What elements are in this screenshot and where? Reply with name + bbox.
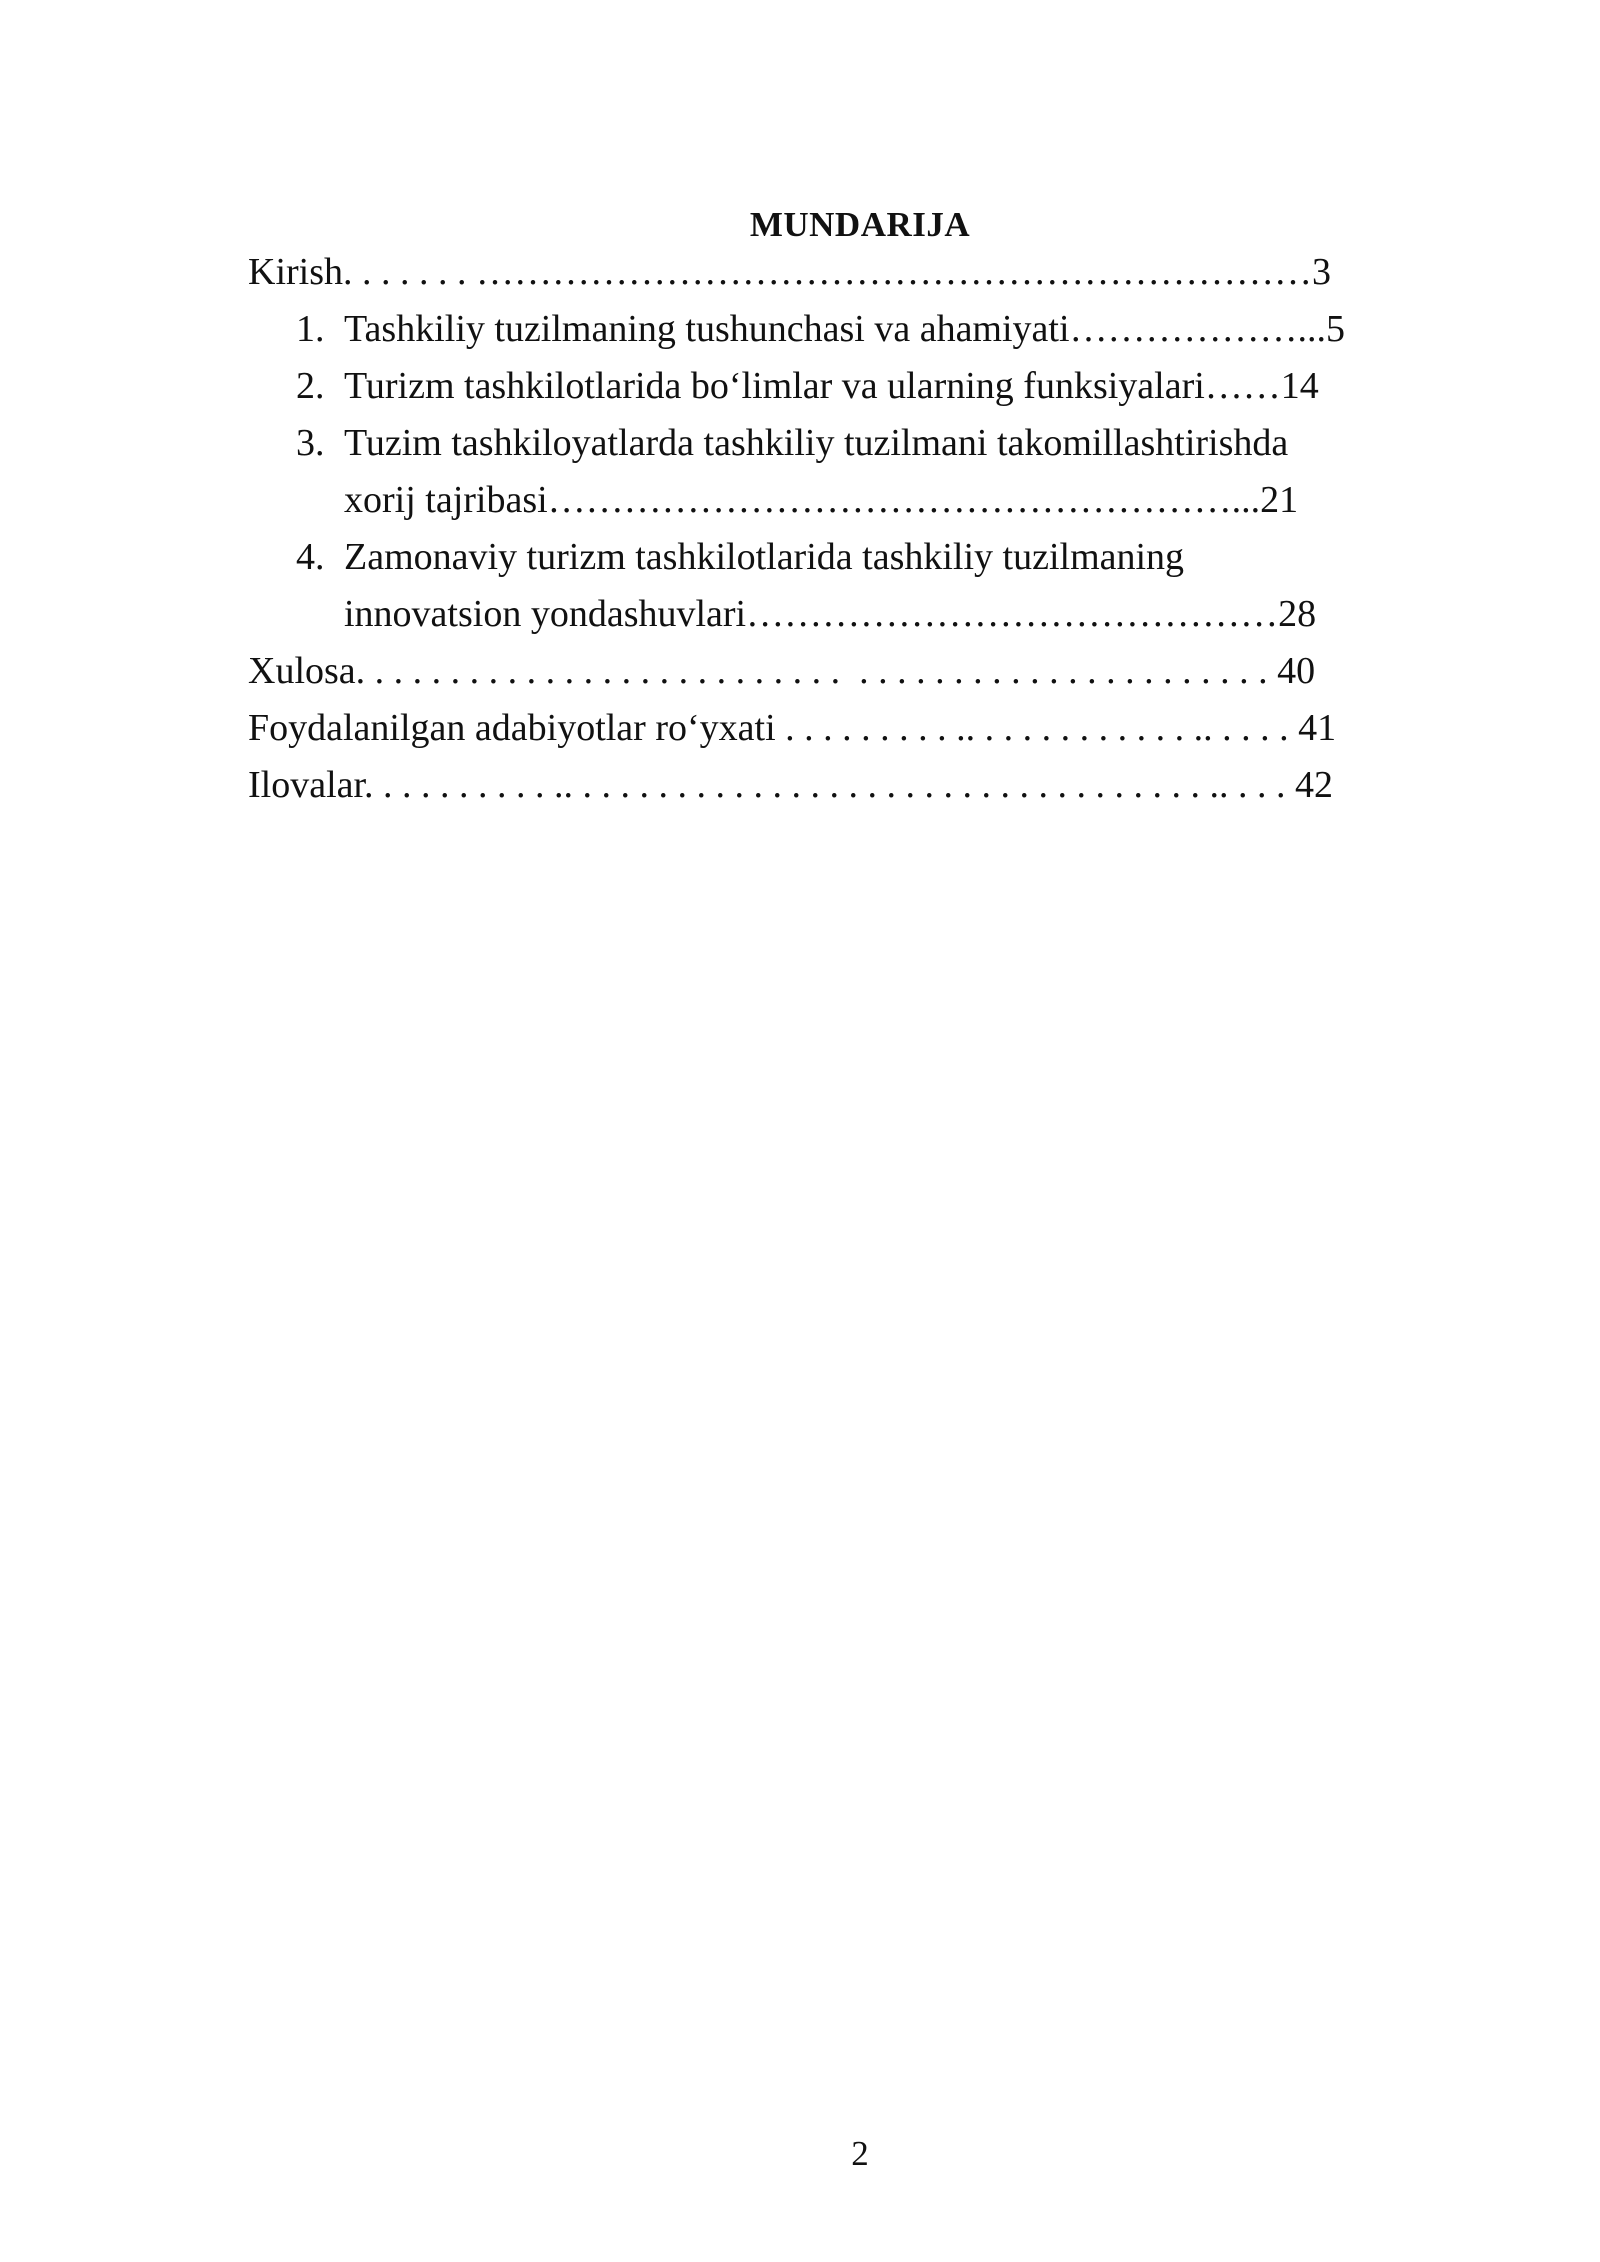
toc-entry-4-line-2: innovatsion yondashuvlari……………………………………28	[344, 593, 1317, 635]
toc-entry-2: Turizm tashkilotlarida bo‘limlar va ularning funksiyalari……14	[344, 365, 1319, 407]
toc-entry-xulosa: Xulosa. . . . . . . . . . . . . . . . . . . . . . . . . . . . . . . . . . . . . . . . . . . . . . . . 40	[248, 650, 1316, 692]
toc-entry-kirish: Kirish. . . . . . . …………………………………………………………3	[248, 251, 1331, 293]
page-number: 2	[851, 2134, 869, 2173]
toc-entry-adabiyotlar: Foydalanilgan adabiyotlar ro‘yxati . . . . . . . . . .. . . . . . . . . . . . .. . . . . 41	[248, 707, 1337, 749]
toc-entry-4-line-1: Zamonaviy turizm tashkilotlarida tashkiliy tuzilmaning	[344, 536, 1185, 578]
toc-entry-3-line-1: Tuzim tashkiloyatlarda tashkiliy tuzilmani takomillashtirishda	[344, 422, 1289, 464]
toc-entry-2-number: 2.	[296, 365, 325, 407]
toc-entry-ilovalar: Ilovalar. . . . . . . . . . .. . . . . . . . . . . . . . . . . . . . . . . . . . . . . . . . . . .. . . . 42	[248, 764, 1334, 806]
toc-entry-1-number: 1.	[296, 308, 325, 350]
toc-entry-3-line-2: xorij tajribasi………………………………………………...21	[344, 479, 1299, 521]
page-title: MUNDARIJA	[749, 205, 971, 244]
toc-entry-4-number: 4.	[296, 536, 325, 578]
toc-entry-3-number: 3.	[296, 422, 325, 464]
toc-entry-1: Tashkiliy tuzilmaning tushunchasi va ahamiyati………………...5	[344, 308, 1346, 350]
